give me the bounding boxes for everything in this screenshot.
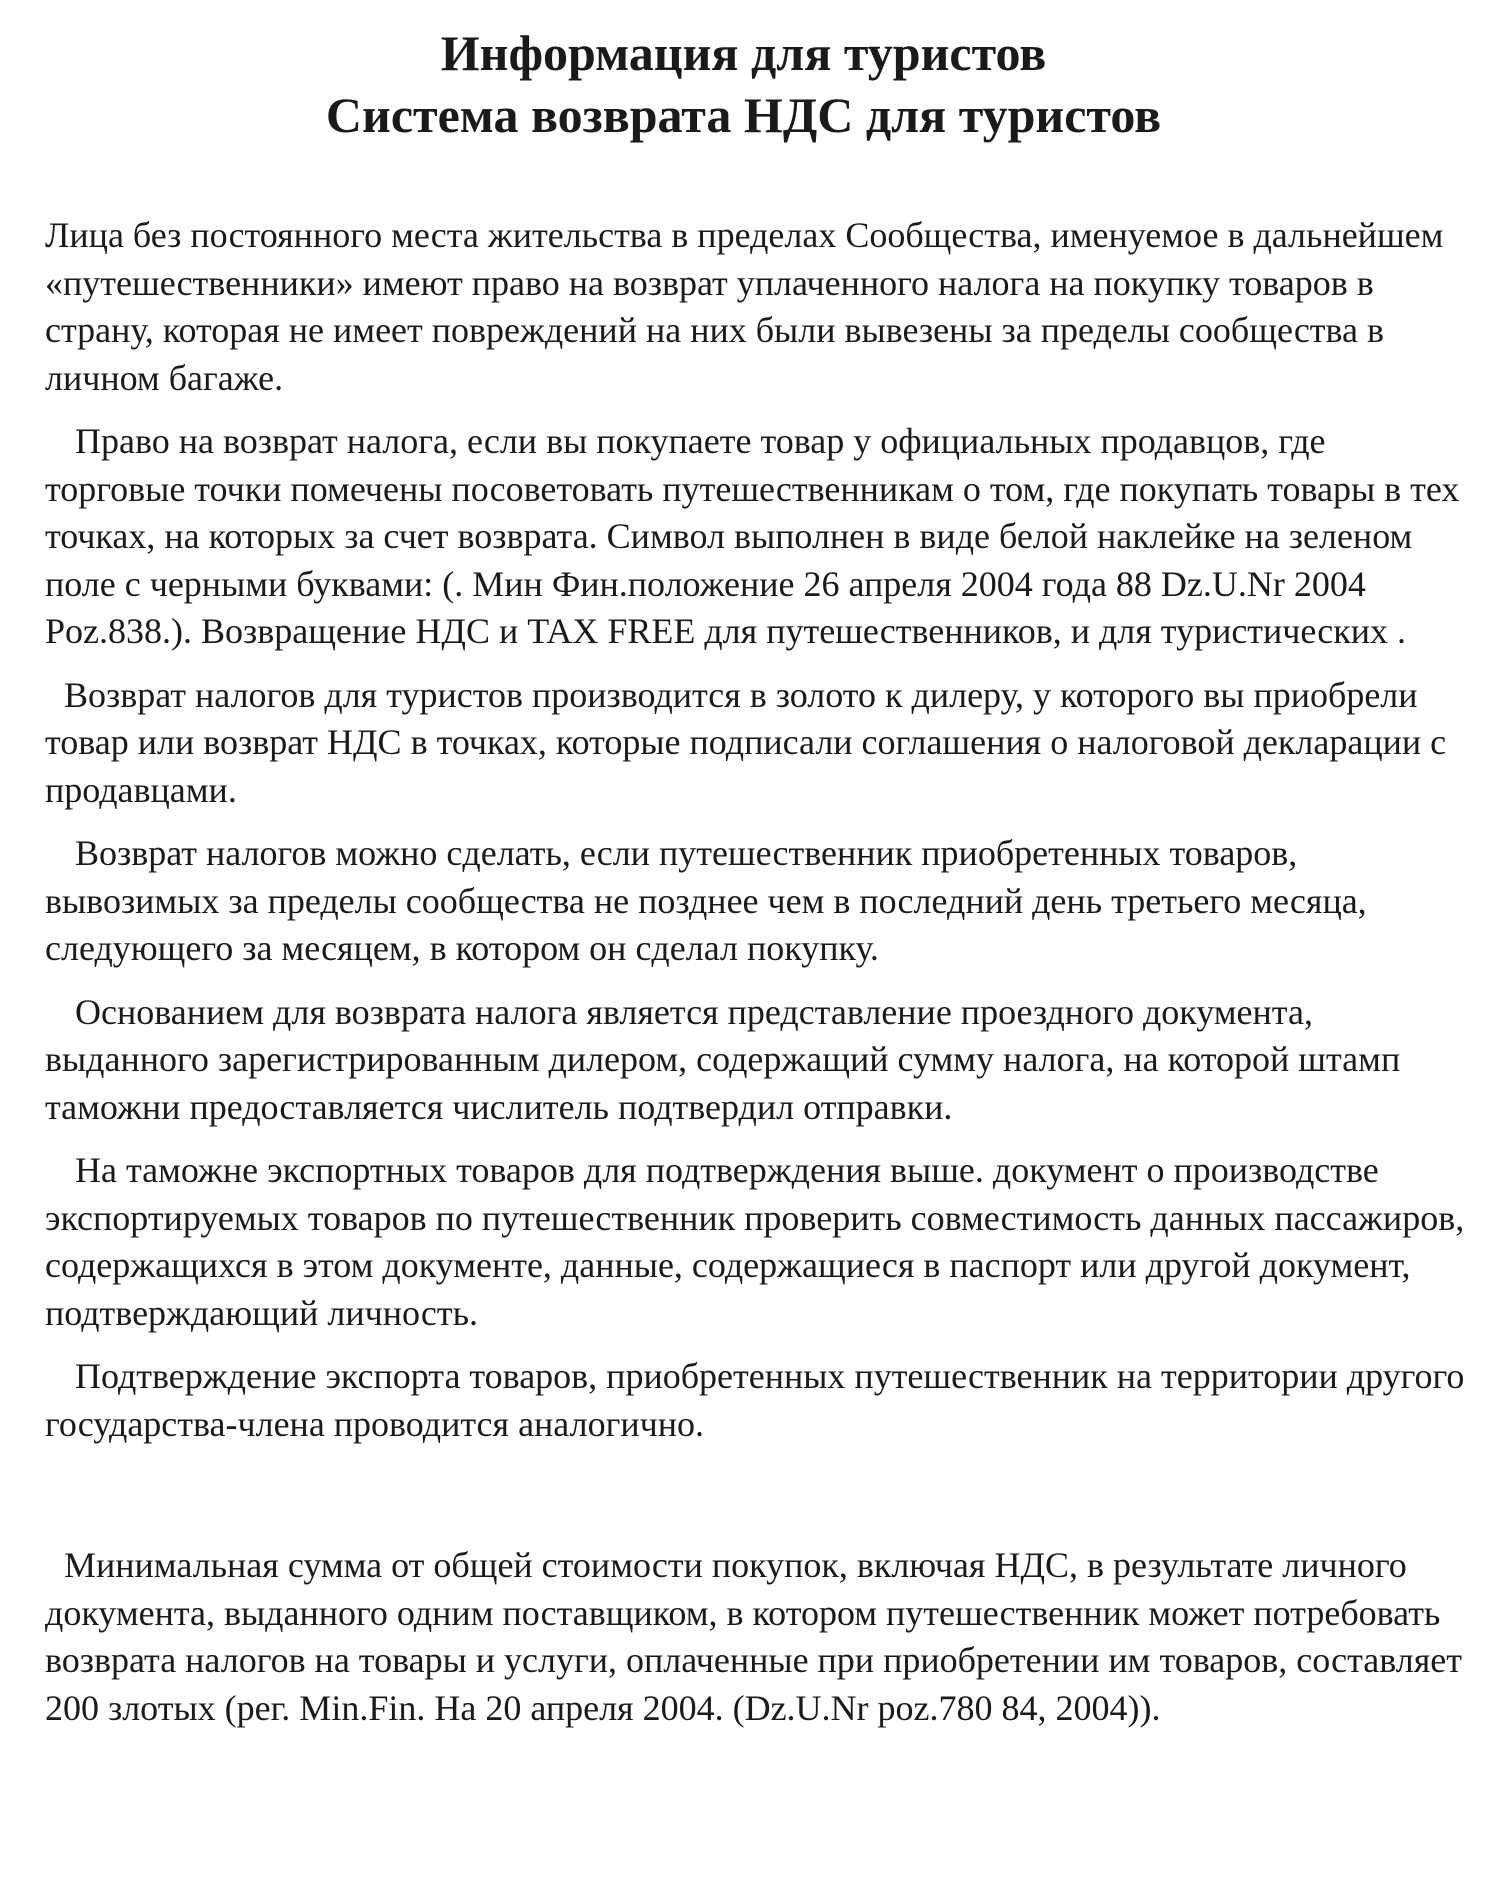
title-line-1: Информация для туристов (440, 25, 1047, 81)
paragraph-minimum-amount: Минимальная сумма от общей стоимости покупок, включая НДС, в результате личного документа, выданного одним поставщиком, в котором путешественник может потребовать возврата налогов на товары и услуги, оплаченные при приобретении им товаров, составляет 200 злотых (рег. Min.Fin. На 20 апреля 2004. (Dz.U.Nr poz.780 84, 2004)). (45, 1545, 1462, 1728)
title-line-2: Система возврата НДС для туристов (325, 87, 1162, 143)
document-body (45, 212, 1472, 1732)
paragraph-refund-location: Возврат налогов для туристов производится в золото к дилеру, у которого вы приобрели товар или возврат НДС в точках, которые подписали соглашения о налоговой декларации с продавцами. (45, 674, 1447, 810)
paragraph-refund-deadline: Возврат налогов можно сделать, если путешественник приобретенных товаров, вывозимых за пределы сообщества не позднее чем в последний день третьего месяца, следующего за месяцем, в котором он сделал покупку. (45, 833, 1367, 968)
paragraph-spacer (45, 1464, 1472, 1542)
document-title (45, 22, 1472, 146)
paragraph-eligibility: Лица без постоянного места жительства в пределах Сообщества, именуемое в дальнейшем «путешественники» имеют право на возврат уплаченного налога на покупку товаров в страну, которая не имеет повреждений на них были вывезены за пределы сообщества в личном багаже. (45, 215, 1444, 398)
paragraph-customs-check: На таможне экспортных товаров для подтверждения выше. документ о производстве экспортируемых товаров по путешественник проверить совместимость данных пассажиров, содержащихся в этом документе, данные, содержащиеся в паспорт или другой документ, подтверждающий личность. (45, 1150, 1465, 1333)
paragraph-export-confirmation: Подтверждение экспорта товаров, приобретенных путешественник на территории другого государства-члена проводится аналогично. (45, 1356, 1465, 1444)
paragraph-refund-right: Право на возврат налога, если вы покупаете товар у официальных продавцов, где торговые точки помечены посоветовать путешественникам о том, где покупать товары в тех точках, на которых за счет возврата. Символ выполнен в виде белой наклейке на зеленом поле с черными буквами: (. Мин Фин.положение 26 апреля 2004 года 88 Dz.U.Nr 2004 Poz.838.). Возвращение НДС и TAX FREE для путешественников, и для туристических . (45, 421, 1460, 651)
paragraph-refund-basis: Основанием для возврата налога является представление проездного документа, выданного зарегистрированным дилером, содержащий сумму налога, на которой штамп таможни предоставляется числитель подтвердил отправки. (45, 991, 1401, 1127)
